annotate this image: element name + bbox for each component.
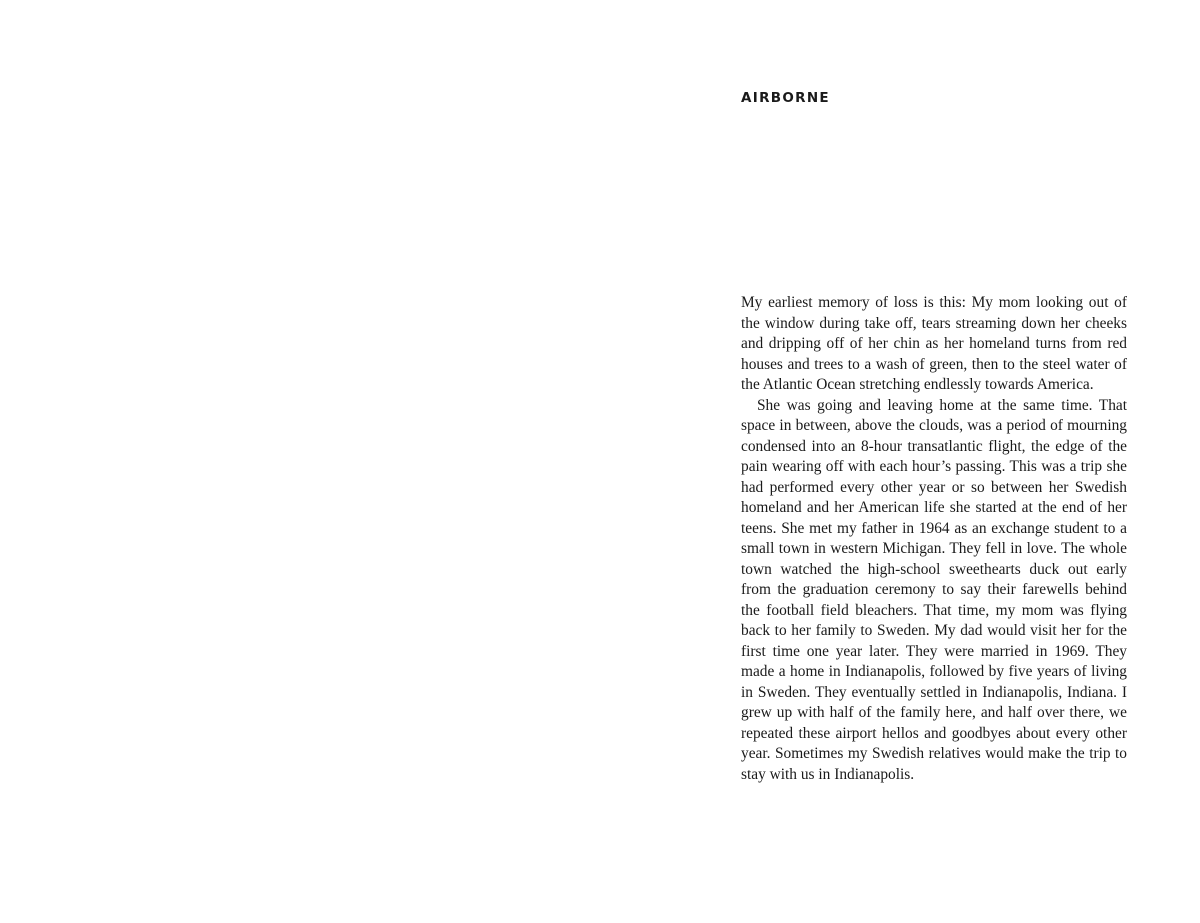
- chapter-title: AIRBORNE: [741, 90, 830, 106]
- paragraph-2: She was going and leaving home at the same time. That space in between, above the clouds, was a period of mourning condensed into an 8-hour transatlantic flight, the edge of the pain wearing off with each hour’s passing. This was a trip she had performed every other year or so between her Swedish homeland and her American life she started at the end of her teens. She met my father in 1964 as an exchange student to a small town in western Michigan. They fell in love. The whole town watched the high-school sweethearts duck out early from the graduation ceremony to say their farewells behind the football field bleachers. That time, my mom was flying back to her family to Sweden. My dad would visit her for the first time one year later. They were married in 1969. They made a home in Indianapolis, followed by five years of living in Sweden. They eventually settled in Indianapolis, Indiana. I grew up with half of the family here, and half over there, we repeated these airport hellos and goodbyes about every other year. Sometimes my Swedish relatives would make the trip to stay with us in Indianapolis.: [741, 396, 1127, 783]
- paragraph-1: My earliest memory of loss is this: My mom looking out of the window during take off, tears streaming down her cheeks and dripping off of her chin as her homeland turns from red houses and trees to a wash of green, then to the steel water of the Atlantic Ocean stretching endlessly towards America.: [741, 294, 1127, 393]
- body-text: [741, 293, 1127, 785]
- right-page: [600, 0, 1200, 923]
